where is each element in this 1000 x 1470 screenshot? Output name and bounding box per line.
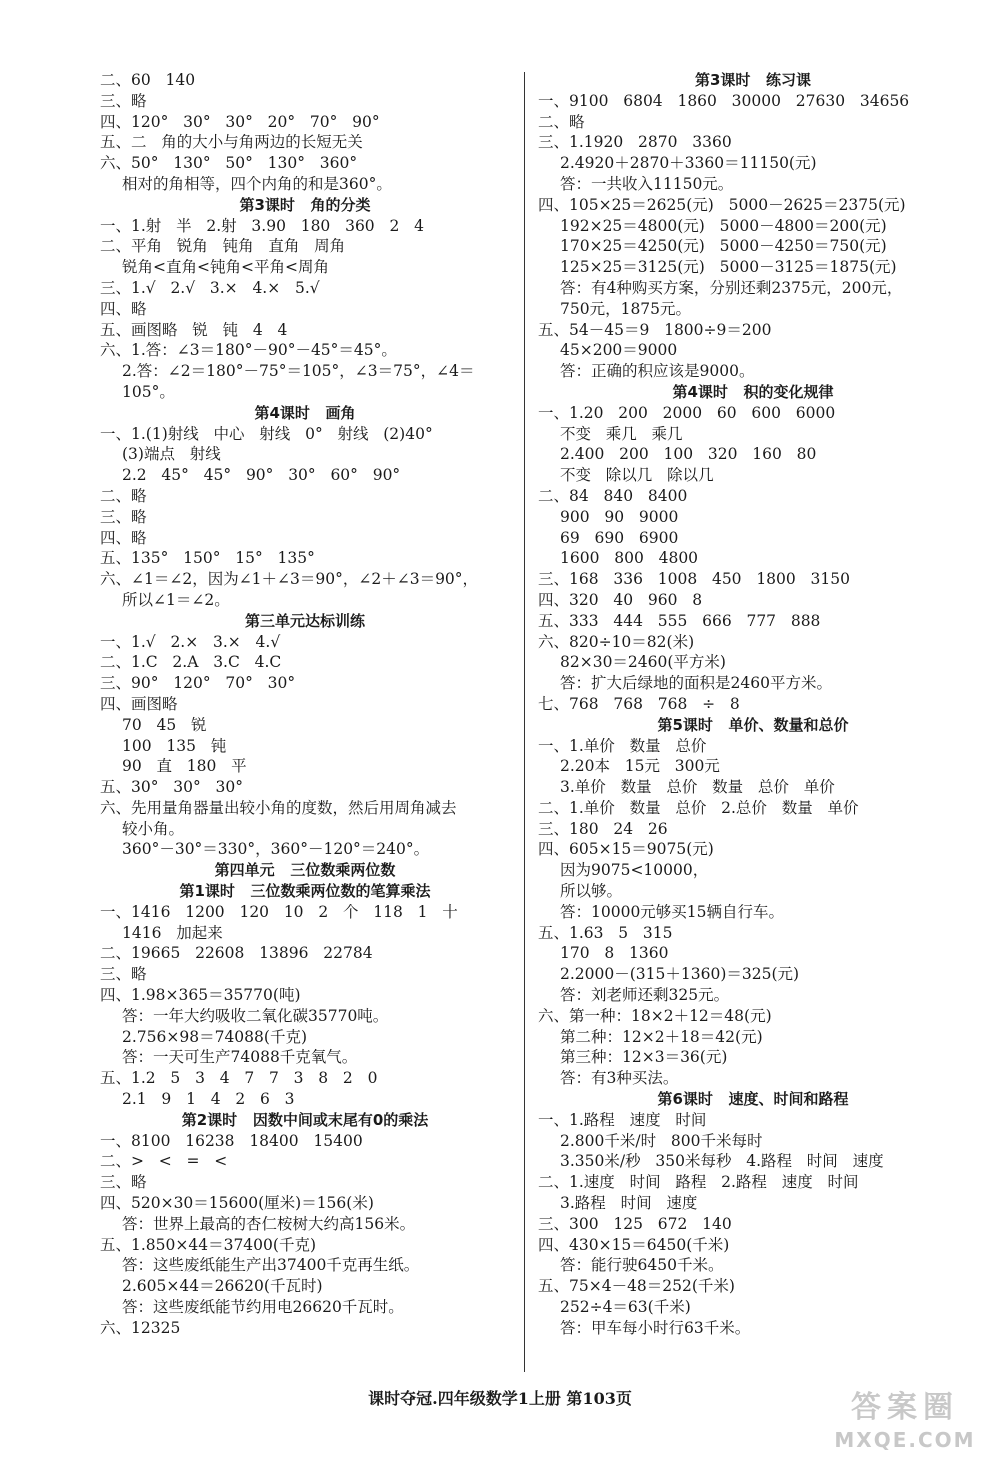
answer-line: 不变 乘几 乘几 xyxy=(560,424,683,443)
left-column xyxy=(100,70,510,1339)
answer-line: 五、54－45＝9 1800÷9＝200 xyxy=(538,320,772,339)
answer-line: 2.2000－(315＋1360)＝325(元) xyxy=(560,965,800,984)
answer-line: 三、300 125 672 140 xyxy=(538,1214,732,1233)
section-heading: 第4课时 积的变化规律 xyxy=(672,382,834,401)
answer-line: 五、画图略 锐 钝 4 4 xyxy=(100,320,288,339)
section-heading: 第3课时 角的分类 xyxy=(239,195,371,214)
answer-line: 一、1.(1)射线 中心 射线 0° 射线 (2)40° xyxy=(100,424,433,443)
answer-line: 82×30＝2460(平方米) xyxy=(560,653,726,672)
answer-line: 125×25＝3125(元) 5000－3125＝1875(元) xyxy=(560,258,897,277)
answer-line: 四、105×25＝2625(元) 5000－2625＝2375(元) xyxy=(538,195,906,214)
section-heading: 第4课时 画角 xyxy=(254,403,356,422)
answer-line: 二、84 840 8400 xyxy=(538,486,688,505)
answer-line: 四、320 40 960 8 xyxy=(538,590,703,609)
answer-line: 四、430×15＝6450(千米) xyxy=(538,1235,730,1254)
answer-line: 170 8 1360 xyxy=(560,944,669,963)
section-heading: 第3课时 练习课 xyxy=(694,71,812,89)
answer-line: 三、168 336 1008 450 1800 3150 xyxy=(538,570,850,589)
answer-line: 答：刘老师还剩325元。 xyxy=(560,986,730,1005)
answer-line: 二、1.单价 数量 总价 2.总价 数量 单价 xyxy=(538,798,859,817)
answer-line: 2.400 200 100 320 160 80 xyxy=(560,445,817,464)
answer-line: 69 690 6900 xyxy=(560,528,679,547)
answer-line: 3.路程 时间 速度 xyxy=(560,1194,698,1213)
answer-line: 70 45 锐 xyxy=(122,715,207,734)
section-heading: 第2课时 因数中间或末尾有0的乘法 xyxy=(181,1110,429,1129)
answer-line: 答：一天可生产74088千克氧气。 xyxy=(122,1048,358,1067)
answer-line: 第三种：12×3＝36(元) xyxy=(560,1048,728,1067)
answer-line: 六、第一种：18×2＋12＝48(元) xyxy=(538,1006,772,1025)
answer-line: 2.答：∠2＝180°－75°＝105°，∠3＝75°，∠4＝ xyxy=(122,362,475,381)
answer-line: 答：世界上最高的杏仁桉树大约高156米。 xyxy=(122,1214,416,1233)
answer-line: 2.4920＋2870＋3360＝11150(元) xyxy=(560,154,817,173)
column-divider xyxy=(524,72,525,1372)
answer-line: 第二种：12×2＋18＝42(元) xyxy=(560,1027,763,1046)
answer-line: 二、略 xyxy=(538,112,585,131)
answer-line: 3.350米/秒 350米每秒 4.路程 时间 速度 xyxy=(560,1152,884,1171)
answer-line: 二、1.C 2.A 3.C 4.C xyxy=(100,653,282,672)
answer-line: 答：甲车每小时行63千米。 xyxy=(560,1318,751,1337)
right-column xyxy=(538,70,968,1339)
answer-line: 五、135° 150° 15° 135° xyxy=(100,549,315,568)
answer-line: 六、12325 xyxy=(100,1318,181,1337)
answer-line: 四、1.98×365＝35770(吨) xyxy=(100,986,301,1005)
answer-line: 360°－30°＝330°，360°－120°＝240°。 xyxy=(122,840,430,859)
answer-line: 七、768 768 768 ÷ 8 xyxy=(538,694,740,713)
answer-line: 252÷4＝63(千米) xyxy=(560,1298,691,1317)
answer-line: 四、略 xyxy=(100,299,147,318)
watermark-url: MXQE.COM xyxy=(834,1428,976,1452)
answer-line: 一、8100 16238 18400 15400 xyxy=(100,1131,363,1150)
section-heading: 第四单元 三位数乘两位数 xyxy=(214,861,396,880)
answer-line: 2.2 45° 45° 90° 30° 60° 90° xyxy=(122,466,401,485)
answer-line: 2.20本 15元 300元 xyxy=(560,757,720,776)
answer-line: 一、1416 1200 120 10 2 个 118 1 十 xyxy=(100,902,458,921)
answer-line: 90 直 180 平 xyxy=(122,757,247,776)
answer-line: 三、180 24 26 xyxy=(538,819,668,838)
answer-line: 三、1.1920 2870 3360 xyxy=(538,133,732,152)
answer-line: 一、1.20 200 2000 60 600 6000 xyxy=(538,403,836,422)
answer-line: 四、120° 30° 30° 20° 70° 90° xyxy=(100,112,380,131)
answer-line: 三、略 xyxy=(100,965,147,984)
answer-line: 1416 加起来 xyxy=(122,923,223,942)
answer-line: 锐角<直角<钝角<平角<周角 xyxy=(122,258,329,277)
answer-line: 答：一年大约吸收二氧化碳35770吨。 xyxy=(122,1006,389,1025)
answer-line: 答：10000元够买15辆自行车。 xyxy=(560,902,785,921)
answer-line: 2.800千米/时 800千米每时 xyxy=(560,1131,763,1150)
answer-line: 五、333 444 555 666 777 888 xyxy=(538,611,821,630)
answer-line: 三、90° 120° 70° 30° xyxy=(100,674,296,693)
answer-line: 二、> < = < xyxy=(100,1152,228,1171)
answer-line: 五、1.63 5 315 xyxy=(538,923,673,942)
answer-line: 答：正确的积应该是9000。 xyxy=(560,362,755,381)
answer-line: 所以够。 xyxy=(560,882,623,901)
answer-line: 六、50° 130° 50° 130° 360° xyxy=(100,154,358,173)
answer-line: 较小角。 xyxy=(122,819,185,838)
answer-line: 3.单价 数量 总价 数量 总价 单价 xyxy=(560,778,835,797)
answer-line: 192×25＝4800(元) 5000－4800＝200(元) xyxy=(560,216,887,235)
answer-line: 答：能行驶6450千米。 xyxy=(560,1256,724,1275)
answer-line: 相对的角相等，四个内角的和是360°。 xyxy=(122,174,392,193)
answer-line: 一、1.单价 数量 总价 xyxy=(538,736,707,755)
answer-line: 750元，1875元。 xyxy=(560,299,692,318)
answer-line: 二、平角 锐角 钝角 直角 周角 xyxy=(100,237,346,256)
section-heading: 第三单元达标训练 xyxy=(244,611,365,630)
answer-line: 答：一共收入11150元。 xyxy=(560,174,734,193)
answer-line: 六、1.答：∠3＝180°－90°－45°＝45°。 xyxy=(100,341,397,360)
answer-line: 45×200＝9000 xyxy=(560,341,678,360)
section-heading: 第5课时 单价、数量和总价 xyxy=(657,715,849,734)
answer-line: 四、画图略 xyxy=(100,694,178,713)
answer-line: 四、520×30＝15600(厘米)＝156(米) xyxy=(100,1194,374,1213)
answer-line: 答：扩大后绿地的面积是2460平方米。 xyxy=(560,674,832,693)
answer-line: 四、605×15＝9075(元) xyxy=(538,840,714,859)
answer-line: 2.605×44＝26620(千瓦时) xyxy=(122,1277,323,1296)
answer-line: 答：这些废纸能节约用电26620千瓦时。 xyxy=(122,1298,404,1317)
answer-line: 二、19665 22608 13896 22784 xyxy=(100,944,373,963)
answer-line: (3)端点 射线 xyxy=(122,445,221,464)
watermark-title: 答案圈 xyxy=(851,1390,959,1425)
answer-line: 三、1.√ 2.√ 3.× 4.× 5.√ xyxy=(100,278,320,297)
answer-line: 五、二 角的大小与角两边的长短无关 xyxy=(100,133,363,152)
section-heading: 第1课时 三位数乘两位数的笔算乘法 xyxy=(179,882,431,901)
answer-line: 三、略 xyxy=(100,1173,147,1192)
answer-line: 900 90 9000 xyxy=(560,507,679,526)
answer-line: 六、∠1＝∠2，因为∠1＋∠3＝90°，∠2＋∠3＝90°， xyxy=(100,570,479,589)
answer-line: 五、75×4－48＝252(千米) xyxy=(538,1277,735,1296)
answer-line: 1600 800 4800 xyxy=(560,549,699,568)
answer-line: 所以∠1＝∠2。 xyxy=(122,590,230,609)
answer-line: 二、略 xyxy=(100,486,147,505)
answer-line: 2.756×98＝74088(千克) xyxy=(122,1027,307,1046)
answer-line: 不变 除以几 除以几 xyxy=(560,466,714,485)
answer-line: 答：有3种买法。 xyxy=(560,1069,679,1088)
answer-line: 答：这些废纸能生产出37400千克再生纸。 xyxy=(122,1256,420,1275)
answer-line: 105°。 xyxy=(122,382,175,401)
section-heading: 第6课时 速度、时间和路程 xyxy=(657,1090,849,1109)
answer-line: 100 135 钝 xyxy=(122,736,227,755)
answer-line: 六、先用量角器量出较小角的度数，然后用周角减去 xyxy=(100,798,457,817)
answer-line: 170×25＝4250(元) 5000－4250＝750(元) xyxy=(560,237,887,256)
answer-line: 答：有4种购买方案，分别还剩2375元，200元， xyxy=(560,278,903,297)
answer-line: 六、820÷10＝82(米) xyxy=(538,632,695,651)
answer-line: 一、1.√ 2.× 3.× 4.√ xyxy=(100,632,281,651)
answer-line: 三、略 xyxy=(100,91,147,110)
answer-line: 因为9075<10000， xyxy=(560,861,709,880)
answer-line: 四、略 xyxy=(100,528,147,547)
answer-line: 五、30° 30° 30° xyxy=(100,778,243,797)
answer-line: 五、1.850×44＝37400(千克) xyxy=(100,1235,316,1254)
answer-line: 二、1.速度 时间 路程 2.路程 速度 时间 xyxy=(538,1173,859,1192)
answer-line: 一、1.射 半 2.射 3.90 180 360 2 4 xyxy=(100,216,424,235)
answer-line: 一、9100 6804 1860 30000 27630 34656 xyxy=(538,91,910,110)
watermark-logo xyxy=(830,1388,980,1458)
page-footer: 课时夺冠.四年级数学1上册 第103页 xyxy=(368,1389,632,1408)
answer-line: 五、1.2 5 3 4 7 7 3 8 2 0 xyxy=(100,1069,378,1088)
answer-line: 2.1 9 1 4 2 6 3 xyxy=(122,1090,295,1109)
answer-line: 三、略 xyxy=(100,507,147,526)
answer-line: 一、1.路程 速度 时间 xyxy=(538,1110,707,1129)
answer-line: 二、60 140 xyxy=(100,71,196,89)
